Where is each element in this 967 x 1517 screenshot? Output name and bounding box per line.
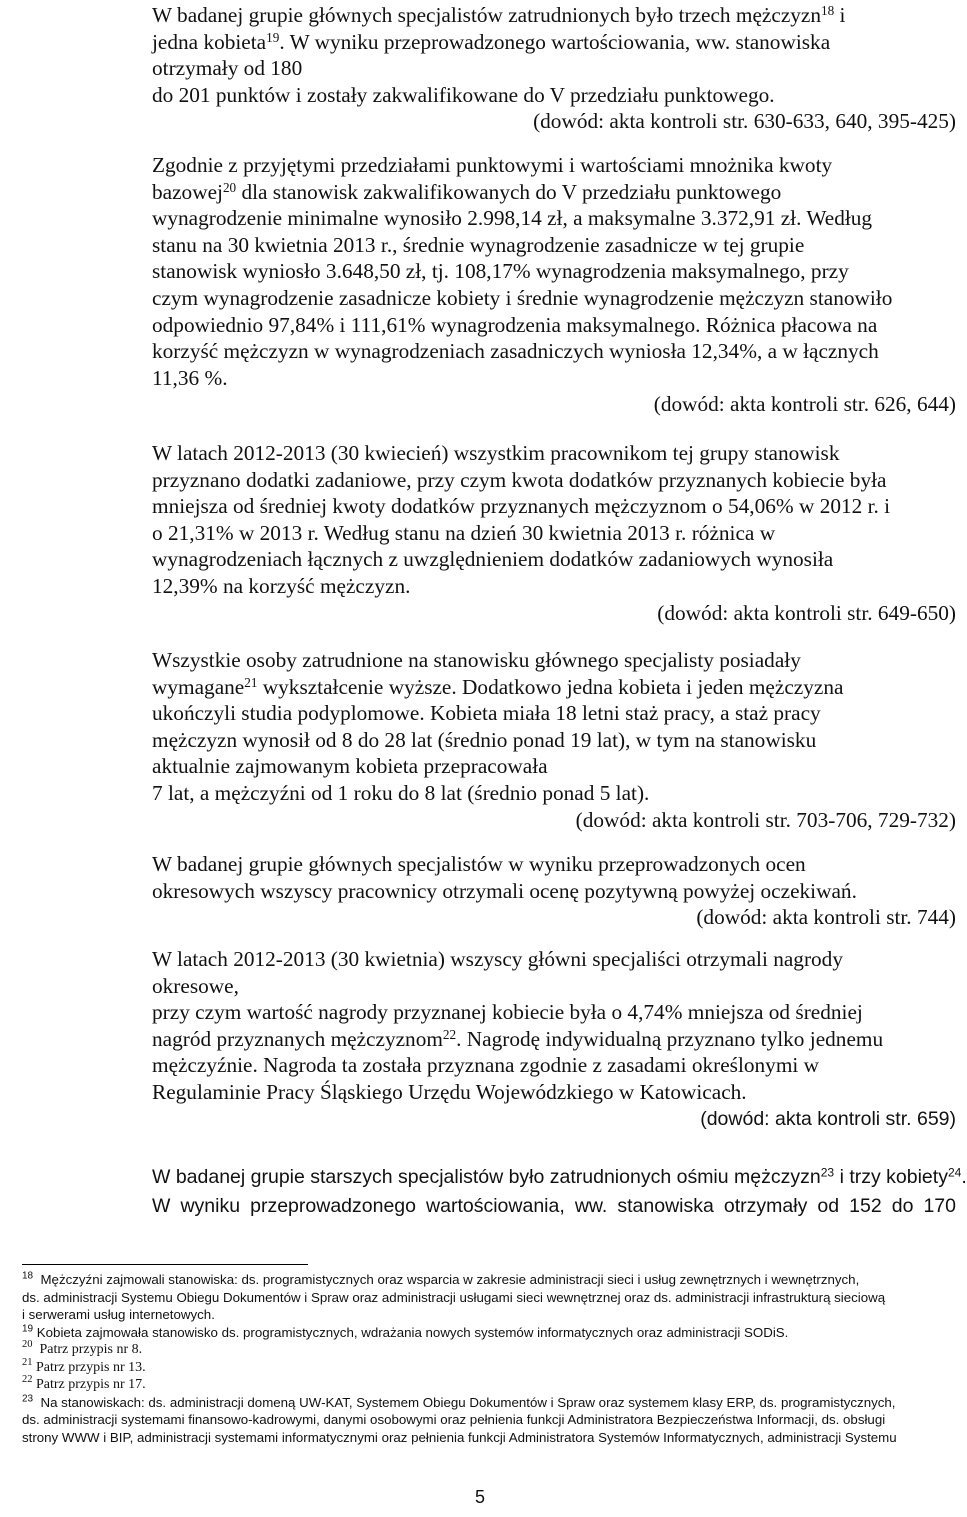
text-line: czym wynagrodzenie zasadnicze kobiety i średnie wynagrodzenie mężczyzn stanowiło bbox=[152, 285, 893, 310]
footnote-number: 19 bbox=[22, 1323, 34, 1335]
text-line: odpowiednio 97,84% i 111,61% wynagrodzenia maksymalnego. Różnica płacowa na bbox=[152, 312, 878, 337]
text-line: do 201 punktów i zostały zakwalifikowane do V przedziału punktowego. bbox=[152, 82, 775, 107]
text-line: aktualnie zajmowanym kobieta przepracowała bbox=[152, 754, 548, 779]
text-line: W badanej grupie głównych specjalistów zatrudnionych było trzech mężczyzn$^{18}$ i bbox=[152, 2, 846, 27]
footnote-ref-21[interactable]: 21 bbox=[244, 674, 258, 690]
footnote-ref-19[interactable]: 19 bbox=[266, 29, 280, 45]
text-line: wynagrodzenie minimalne wynosiło 2.998,14 zł, a maksymalne 3.372,91 zł. Według bbox=[152, 206, 873, 231]
text-line: 12,39% na korzyść mężczyzn. bbox=[152, 573, 411, 598]
footnotes bbox=[22, 1271, 956, 1446]
text-line: bazowej$^{20}$ dla stanowisk zakwalifikowanych do V przedziału punktowego bbox=[152, 179, 782, 204]
paragraph-7 bbox=[152, 1163, 967, 1221]
footnote-number: 23 bbox=[22, 1393, 34, 1405]
text-line: stanu na 30 kwietnia 2013 r., średnie wynagrodzenie zasadnicze w tej grupie bbox=[152, 232, 805, 257]
footnote-ref-18[interactable]: 18 bbox=[821, 2, 835, 18]
paragraph-1 bbox=[152, 2, 956, 135]
text-line: mężczyzn wynosił od 8 do 28 lat (średnio ponad 19 lat), w tym na stanowisku bbox=[152, 727, 817, 752]
evidence-note: (dowód: akta kontroli str. 703-706, 729-732) bbox=[575, 807, 956, 832]
evidence-note: (dowód: akta kontroli str. 659) bbox=[700, 1107, 956, 1130]
text-line: W badanej grupie starszych specjalistów było zatrudnionych ośmiu mężczyzn$^{23}$ i trzy kobiety$^{24}$. bbox=[152, 1165, 967, 1188]
footnote-ref-24[interactable]: 24 bbox=[947, 1165, 962, 1180]
text-line: przyznano dodatki zadaniowe, przy czym kwota dodatków przyznanych kobiecie była bbox=[152, 467, 887, 492]
evidence-note: (dowód: akta kontroli str. 649-650) bbox=[657, 600, 956, 625]
evidence-note: (dowód: akta kontroli str. 626, 644) bbox=[653, 392, 956, 417]
footnote-19: $^{19}$ Kobieta zajmowała stanowisko ds. programistycznych, wdrażania nowych systemów informatycznych oraz administracji SODiS. bbox=[22, 1323, 789, 1340]
text-line: okresowe, bbox=[152, 973, 239, 998]
text-line: W wyniku przeprowadzonego wartościowania, ww. stanowiska otrzymały od 152 do 170 bbox=[152, 1195, 956, 1217]
footnote-22: $^{22}$ Patrz przypis nr 17. bbox=[22, 1374, 146, 1392]
footnote-ref-20[interactable]: 20 bbox=[222, 179, 237, 195]
footnote-18: $^{18}$ Mężczyźni zajmowali stanowiska: ds. programistycznych oraz wsparcia w zakresie administracji sieci i usług zewnętrznych i wewnętrznych, ds. administracji Systemu Obiegu Dokumentów i Spraw oraz administracji usługami sieci wewnętrznej oraz ds. administracji infrastrukturą sieciową i serwerami usług internetowych. bbox=[22, 1271, 956, 1324]
text-line: okresowych wszyscy pracownicy otrzymali ocenę pozytywną powyżej oczekiwań. bbox=[152, 878, 857, 903]
text-line: W badanej grupie głównych specjalistów w wyniku przeprowadzonych ocen bbox=[152, 852, 806, 876]
footnote-number: 21 bbox=[22, 1356, 33, 1368]
text-line: jedna kobieta$^{19}$. W wyniku przeprowadzonego wartościowania, ww. stanowiska bbox=[152, 29, 831, 54]
footnote-21: $^{21}$ Patrz przypis nr 13. bbox=[22, 1356, 146, 1375]
text-line: Zgodnie z przyjętymi przedziałami punktowymi i wartościami mnożnika kwoty bbox=[152, 153, 833, 177]
footnote-20: $^{20}$ Patrz przypis nr 8. bbox=[22, 1339, 143, 1357]
text-line: nagród przyznanych mężczyznom$^{22}$. Nagrodę indywidualną przyznano tylko jednemu bbox=[152, 1026, 884, 1051]
footnote-ref-23[interactable]: 23 bbox=[820, 1165, 835, 1180]
text-line: korzyść mężczyzn w wynagrodzeniach zasadniczych wyniosła 12,34%, a w łącznych bbox=[152, 339, 879, 364]
text-line: mniejsza od średniej kwoty dodatków przyznanych mężczyznom o 54,06% w 2012 r. i bbox=[152, 494, 891, 519]
footnote-number: 20 bbox=[22, 1339, 33, 1351]
footnote-line: ds. administracji systemami finansowo-kadrowymi, danymi osobowymi oraz pełnienia funkcji Administratora Bezpieczeństwa Informacji, ds. obsługi bbox=[22, 1412, 886, 1427]
text-line: wynagrodzeniach łącznych z uwzględnieniem dodatków zadaniowych wynosiła bbox=[152, 547, 834, 572]
footnote-line: i serwerami usług internetowych. bbox=[22, 1307, 215, 1322]
paragraph-3 bbox=[152, 440, 956, 626]
paragraph-2 bbox=[152, 152, 956, 418]
text-line: W latach 2012-2013 (30 kwiecień) wszystkim pracownikom tej grupy stanowisk bbox=[152, 441, 840, 465]
text-line: przy czym wartość nagrody przyznanej kobiecie była o 4,74% mniejsza od średniej bbox=[152, 1000, 863, 1025]
paragraph-5 bbox=[152, 851, 956, 931]
evidence-note: (dowód: akta kontroli str. 630-633, 640, 395-425) bbox=[533, 109, 956, 134]
footnote-number: 18 bbox=[22, 1270, 34, 1282]
text-line: mężczyźnie. Nagroda ta została przyznana zgodnie z zasadami określonymi w bbox=[152, 1053, 820, 1078]
text-line: 11,36 %. bbox=[152, 365, 228, 390]
text-line: o 21,31% w 2013 r. Według stanu na dzień 30 kwietnia 2013 r. różnica w bbox=[152, 520, 776, 545]
text-line: Regulaminie Pracy Śląskiego Urzędu Wojewódzkiego w Katowicach. bbox=[152, 1079, 747, 1104]
text-line: stanowisk wyniosło 3.648,50 zł, tj. 108,17% wynagrodzenia maksymalnego, przy bbox=[152, 259, 849, 284]
paragraph-4 bbox=[152, 647, 956, 833]
page-number: 5 bbox=[474, 1487, 485, 1507]
text-line: wymagane$^{21}$ wykształcenie wyższe. Dodatkowo jedna kobieta i jeden mężczyzna bbox=[152, 674, 844, 699]
footnote-ref-22[interactable]: 22 bbox=[442, 1026, 457, 1042]
footnote-separator bbox=[22, 1264, 308, 1265]
footnote-number: 22 bbox=[22, 1374, 33, 1386]
text-line: 7 lat, a mężczyźni od 1 roku do 8 lat (średnio ponad 5 lat). bbox=[152, 780, 650, 805]
text-line: ukończyli studia podyplomowe. Kobieta miała 18 letni staż pracy, a staż pracy bbox=[152, 701, 821, 726]
text-line: Wszystkie osoby zatrudnione na stanowisku głównego specjalisty posiadały bbox=[152, 648, 801, 672]
footnote-line: strony WWW i BIP, administracji systemami informatycznymi oraz pełnienia funkcji Administratora Systemów Informatycznych, administracji Systemu bbox=[22, 1429, 897, 1445]
paragraph-6 bbox=[152, 946, 956, 1132]
text-line: otrzymały od 180 bbox=[152, 56, 303, 81]
evidence-note: (dowód: akta kontroli str. 744) bbox=[696, 905, 956, 930]
footnote-line: ds. administracji Systemu Obiegu Dokumentów i Spraw oraz administracji usługami sieci wewnętrznej oraz ds. administracji infrastrukturą sieciową bbox=[22, 1289, 886, 1305]
footnote-23: $^{23}$ Na stanowiskach: ds. administracji domeną UW-KAT, Systemem Obiegu Dokumentów i Spraw oraz systemem klasy ERP, ds. programistycznych, ds. administracji systemami finansowo-kadrowymi, danymi osobowymi oraz pełnienia funkcji Administratora Bezpieczeństwa Informacji, ds. obsługi strony WWW i BIP, administracji systemami informatycznymi oraz pełnienia funkcji Administratora Systemów Informatycznych, administracji Systemu bbox=[22, 1394, 956, 1447]
text-line: W latach 2012-2013 (30 kwietnia) wszyscy główni specjaliści otrzymali nagrody bbox=[152, 947, 843, 971]
